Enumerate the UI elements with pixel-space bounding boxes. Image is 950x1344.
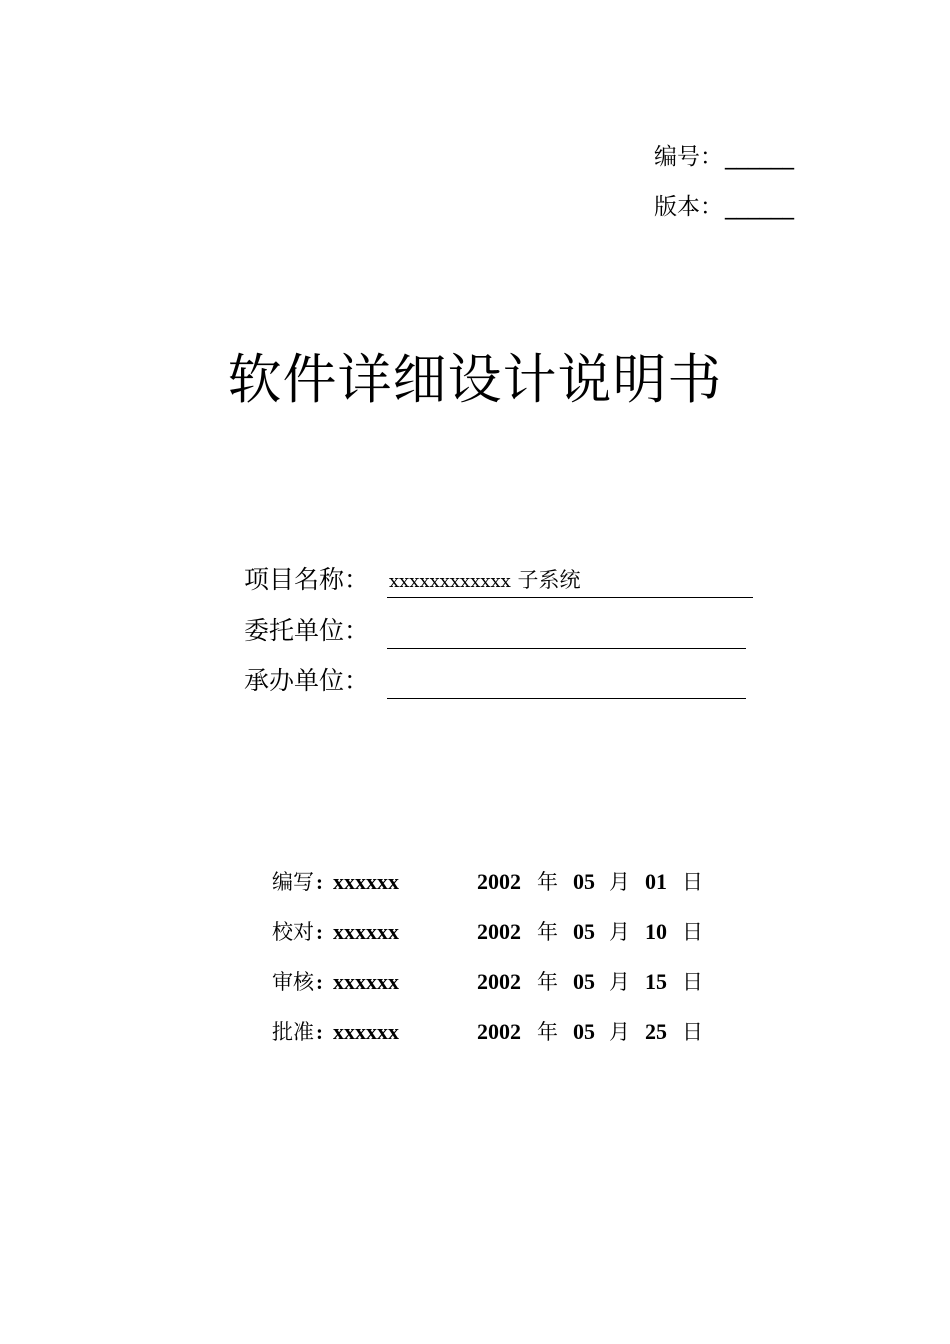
signoff-day-unit: 日 (682, 920, 703, 944)
project-name-label: 项目名称： (244, 565, 370, 594)
document-version-blank: ______ (725, 194, 794, 220)
signoff-colon: : (316, 870, 323, 894)
signoff-year: 2002 (477, 1019, 521, 1044)
signoff-day: 01 (645, 869, 667, 894)
signoff-month-unit: 月 (609, 970, 630, 994)
signoff-month-unit: 月 (609, 920, 630, 944)
signoff-day: 15 (645, 969, 667, 994)
project-name-value-suffix: 子系统 (510, 568, 581, 592)
signoff-month: 05 (573, 869, 595, 894)
document-version (654, 192, 794, 222)
client-unit-field (387, 614, 746, 649)
project-name-value-code: xxxxxxxxxxxx (389, 571, 511, 592)
contractor-unit-field (387, 664, 746, 699)
signoff-year-unit: 年 (537, 870, 558, 894)
contractor-unit-label: 承办单位： (244, 666, 370, 695)
signoff-year: 2002 (477, 969, 521, 994)
document-title: 软件详细设计说明书 (227, 348, 723, 411)
project-name-value (389, 567, 581, 595)
document-number-label: 编号： (654, 144, 723, 170)
signoff-month-unit: 月 (609, 870, 630, 894)
signoff-day-unit: 日 (682, 970, 703, 994)
document-number (654, 142, 794, 172)
client-unit-label: 委托单位： (244, 616, 370, 645)
signoff-name: xxxxxx (333, 969, 399, 994)
document-number-blank: ______ (725, 144, 794, 170)
signoff-year-unit: 年 (537, 1020, 558, 1044)
signoff-month: 05 (573, 1019, 595, 1044)
project-name-field (387, 563, 753, 598)
signoff-label: 编写 (272, 870, 314, 894)
signoff-name: xxxxxx (333, 1019, 399, 1044)
signoff-colon: : (316, 1020, 323, 1044)
signoff-year: 2002 (477, 869, 521, 894)
signoff-month-unit: 月 (609, 1020, 630, 1044)
signoff-month: 05 (573, 969, 595, 994)
signoff-year-unit: 年 (537, 920, 558, 944)
signoff-colon: : (316, 920, 323, 944)
signoff-year-unit: 年 (537, 970, 558, 994)
signoff-label: 批准 (272, 1020, 314, 1044)
signoff-day: 25 (645, 1019, 667, 1044)
signoff-colon: : (316, 970, 323, 994)
signoff-day-unit: 日 (682, 870, 703, 894)
document-version-label: 版本： (654, 194, 723, 220)
signoff-day: 10 (645, 919, 667, 944)
signoff-name: xxxxxx (333, 919, 399, 944)
signoff-month: 05 (573, 919, 595, 944)
signoff-label: 校对 (272, 920, 314, 944)
signoff-label: 审核 (272, 970, 314, 994)
signoff-name: xxxxxx (333, 869, 399, 894)
signoff-day-unit: 日 (682, 1020, 703, 1044)
signoff-year: 2002 (477, 919, 521, 944)
